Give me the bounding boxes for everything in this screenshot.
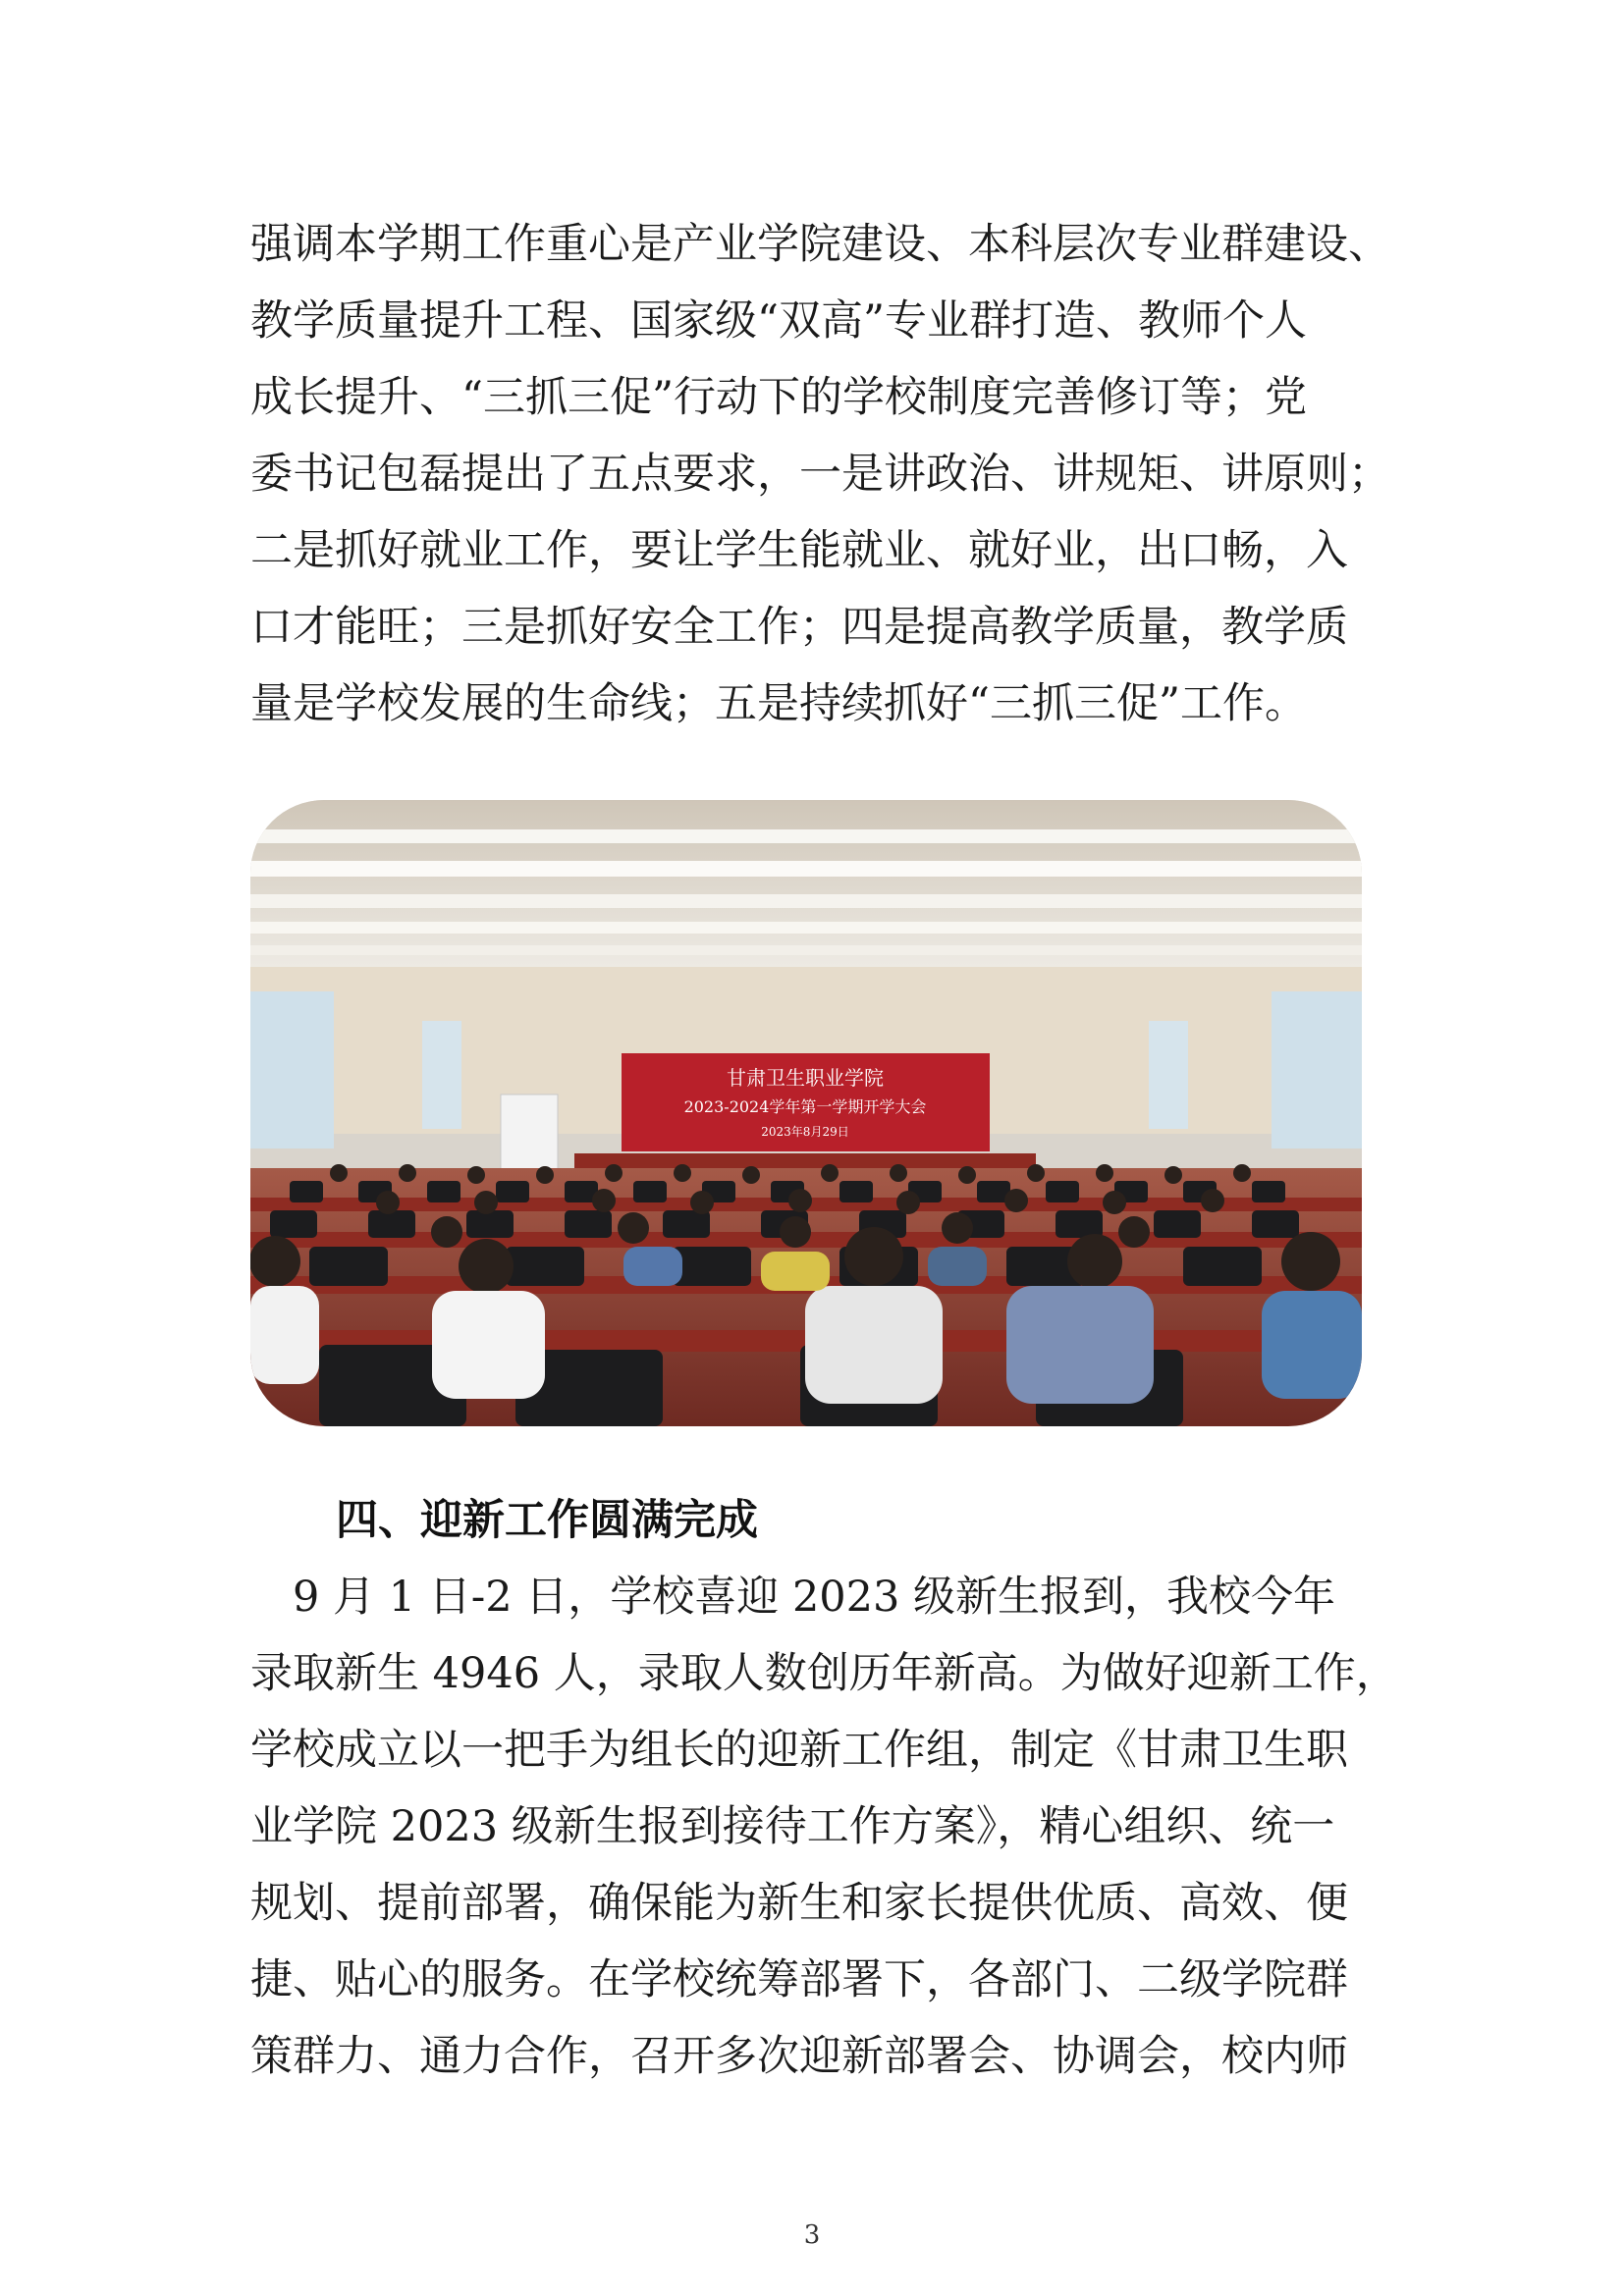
text-line: 策群力、通力合作，召开多次迎新部署会、协调会，校内师 xyxy=(250,2032,1348,2081)
text-line: 教学质量提升工程、国家级“双高”专业群打造、教师个人 xyxy=(250,296,1307,346)
banner-subtitle: 2023-2024学年第一学期开学大会 xyxy=(683,1097,927,1116)
paragraph-leadership-requirements xyxy=(250,206,1389,742)
meeting-hall-illustration xyxy=(250,800,1362,1426)
text-line: 9 月 1 日-2 日，学校喜迎 2023 级新生报到，我校今年 xyxy=(250,1573,1336,1622)
text-line: 口才能旺；三是抓好安全工作；四是提高教学质量，教学质 xyxy=(250,603,1348,652)
text-line: 规划、提前部署，确保能为新生和家长提供优质、高效、便 xyxy=(250,1879,1348,1928)
banner-title: 甘肃卫生职业学院 xyxy=(727,1066,884,1090)
text-line: 成长提升、“三抓三促”行动下的学校制度完善修订等；党 xyxy=(250,373,1307,422)
text-line: 学校成立以一把手为组长的迎新工作组，制定《甘肃卫生职 xyxy=(250,1726,1348,1775)
text-line: 强调本学期工作重心是产业学院建设、本科层次专业群建设、 xyxy=(250,220,1390,269)
text-line: 录取新生 4946 人，录取人数创历年新高。为做好迎新工作， xyxy=(250,1649,1398,1698)
paragraph-freshman-welcome xyxy=(250,1559,1398,2095)
window-icon xyxy=(1272,991,1362,1148)
section-heading: 四、迎新工作圆满完成 xyxy=(336,1496,758,1545)
window-icon xyxy=(250,991,334,1148)
text-line: 量是学校发展的生命线；五是持续抓好“三抓三促”工作。 xyxy=(250,679,1307,728)
text-line: 业学院 2023 级新生报到接待工作方案》，精心组织、统一 xyxy=(250,1802,1335,1851)
banner-date: 2023年8月29日 xyxy=(761,1125,849,1139)
page-number: 3 xyxy=(803,2220,821,2250)
text-line: 委书记包磊提出了五点要求，一是讲政治、讲规矩、讲原则； xyxy=(250,450,1390,499)
text-line: 捷、贴心的服务。在学校统筹部署下，各部门、二级学院群 xyxy=(250,1955,1348,2004)
text-line: 二是抓好就业工作，要让学生能就业、就好业，出口畅，入 xyxy=(250,526,1348,575)
meeting-photo xyxy=(250,800,1362,1426)
